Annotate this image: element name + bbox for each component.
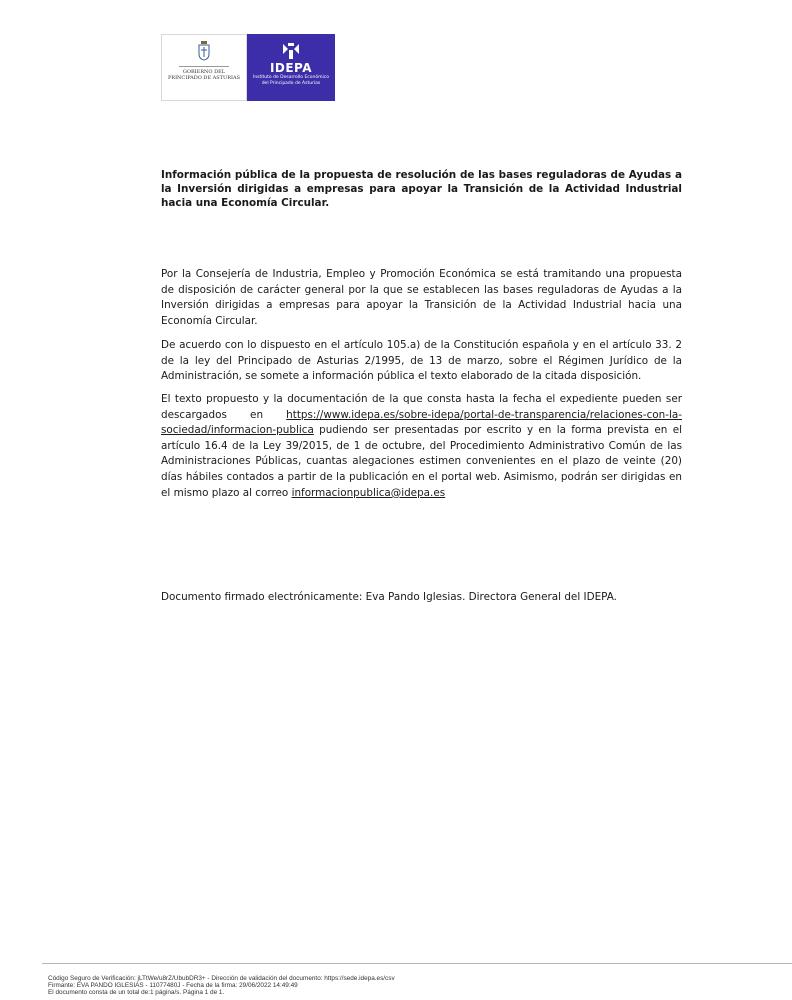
footer-line-2: Firmante: EVA PANDO IGLESIAS - 11077480J - Fecha de la firma: 29/06/2022 14:49:49	[48, 982, 298, 989]
paragraph-3-body: pudiendo ser presentadas por escrito y en la forma prevista en el artículo 16.4 de la Ley 39/2015, de 1 de octubre, del Procedimiento Administrativo Común de las Administraciones Públicas, cuantas alegaciones estimen convenientes en el plazo de veinte (20) días hábiles contados a partir de la publicación en el portal web. Asimismo, podrán ser dirigidas en el mismo plazo al correo	[161, 424, 682, 499]
footer-line-1: Código Seguro de Verificación: jLTtWe/u8rZ/UbubDR3+ - Dirección de validación del documento: https://sede.idepa.es/csv	[48, 975, 395, 982]
paragraph-2: De acuerdo con lo dispuesto en el artículo 105.a) de la Constitución española y en el artículo 33. 2 de la ley del Principado de Asturias 2/1995, de 13 de marzo, sobre el Régimen Jurídico de la Administración, se somete a información pública el texto elaborado de la citada disposición.	[161, 339, 682, 383]
idepa-subtitle-1: Instituto de Desarrollo Económico	[253, 75, 329, 80]
idepa-mark-icon	[281, 41, 301, 61]
idepa-name: IDEPA	[269, 61, 313, 75]
gov-line-2: PRINCIPADO DE ASTURIAS	[167, 75, 241, 81]
paragraph-1: Por la Consejería de Industria, Empleo y Promoción Económica se está tramitando una propuesta de disposición de carácter general por la que se establecen las bases reguladoras de Ayudas a la Inversión dirigidas a empresas para apoyar la Transición de la Actividad Industrial hacia una Economía Circular.	[161, 268, 682, 327]
footer	[48, 975, 788, 996]
signature-line: Documento firmado electrónicamente: Eva Pando Iglesias. Directora General del IDEPA.	[161, 591, 617, 603]
paragraph-3	[161, 392, 682, 501]
idepa-logo	[247, 34, 335, 101]
email-link[interactable]: informacionpublica@idepa.es	[291, 486, 446, 499]
gobierno-asturias-logo	[161, 34, 247, 101]
logo-divider	[179, 66, 229, 67]
footer-line-3: El documento consta de un total de:1 página/s. Página 1 de 1.	[48, 989, 225, 996]
header-logo	[161, 34, 335, 101]
coat-of-arms-icon	[198, 41, 210, 61]
gov-line-1: GOBIERNO DEL	[182, 69, 226, 75]
footer-divider	[42, 963, 792, 964]
document-title: Información pública de la propuesta de resolución de las bases reguladoras de Ayudas a la Inversión dirigidas a empresas para apoyar la Transición de la Actividad Industrial hacia una Economía Circular.	[161, 169, 682, 209]
paragraph-3-intro: El texto propuesto y la documentación de la que consta hasta la fecha el expediente pueden ser descargados en	[161, 393, 682, 421]
transparency-portal-link[interactable]: https://www.idepa.es/sobre-idepa/portal-de-transparencia/relaciones-con-la-sociedad/informacion-publica	[161, 408, 682, 437]
idepa-subtitle-2: del Principado de Asturias	[261, 81, 321, 86]
